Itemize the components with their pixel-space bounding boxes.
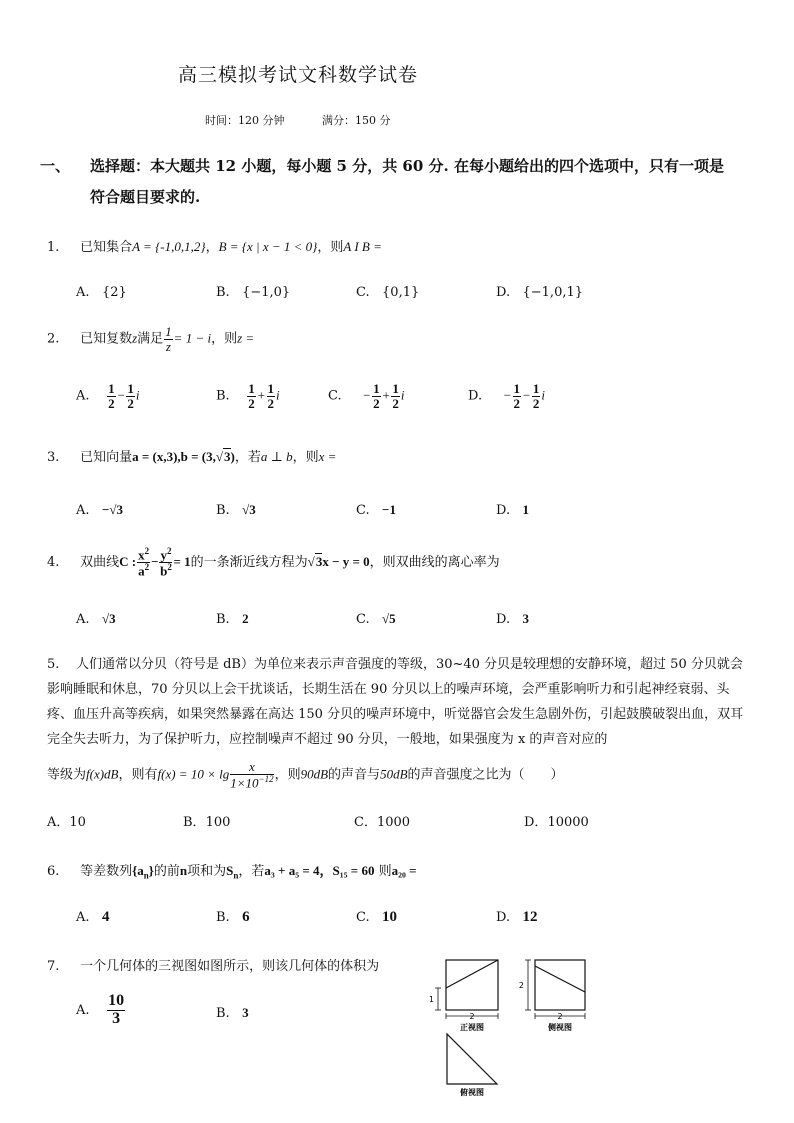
sign: − — [502, 387, 512, 403]
sequence — [132, 863, 154, 881]
question-ask: z = — [237, 330, 255, 346]
radicand: 3 — [224, 449, 231, 464]
numerator-x: x — [138, 547, 145, 563]
question-text: ，则双曲线的离心率为 — [369, 554, 500, 570]
option-c[interactable] — [356, 502, 396, 518]
fraction-numerator: 1 — [248, 381, 255, 396]
question-text: ，则 — [274, 767, 301, 783]
fraction-numerator: 1 — [165, 324, 172, 339]
option-text: {−1,0,1} — [522, 285, 584, 300]
sum-symbol: S — [226, 863, 234, 878]
fraction-denominator: 2 — [373, 395, 380, 411]
top-view-label: 俯视图 — [460, 1088, 484, 1097]
option-text: 6 — [242, 909, 250, 925]
fraction-denominator: 2 — [267, 395, 274, 411]
option-text: 10 — [69, 815, 86, 830]
question-number: 6. — [47, 864, 60, 879]
option-letter: B. — [216, 1006, 230, 1021]
option-d[interactable] — [496, 909, 538, 926]
vector-b: b = (3, — [180, 449, 216, 464]
option-d[interactable] — [496, 611, 529, 627]
dim-side-height: 2 — [518, 981, 524, 990]
operator: + — [256, 387, 266, 403]
question-5 — [47, 652, 753, 752]
option-d[interactable] — [468, 382, 545, 410]
question-number: 3. — [47, 450, 60, 465]
curve-name: C : — [119, 553, 137, 569]
option-text: 3 — [242, 1005, 249, 1020]
fraction-denominator: 3 — [112, 1009, 121, 1027]
option-b[interactable] — [216, 285, 290, 300]
option-c[interactable] — [356, 285, 419, 300]
option-text: −1 — [382, 502, 396, 517]
side-view — [519, 960, 585, 1032]
imag-unit: i — [400, 387, 405, 403]
set-a: A = {-1,0,1,2} — [132, 239, 206, 254]
option-text: {−1,0} — [242, 285, 291, 300]
option-a[interactable] — [76, 285, 127, 300]
variable: z — [132, 330, 138, 346]
option-letter: C. — [356, 285, 370, 300]
radical-sign: √ — [215, 449, 224, 464]
dim-front-height: 1 — [428, 995, 434, 1004]
question-text: 则 — [378, 864, 392, 879]
option-text: √3 — [242, 502, 256, 517]
option-c[interactable] — [328, 382, 404, 410]
fraction-numerator: 1 — [513, 381, 521, 396]
option-text: √5 — [382, 611, 396, 626]
imag-unit: i — [541, 387, 545, 403]
option-text: 10000 — [547, 815, 589, 830]
option-letter: D． — [524, 815, 548, 830]
denominator-b: b — [160, 563, 168, 579]
question-text: 一个几何体的三视图如图所示，则该几何体的体积为 — [80, 959, 380, 974]
question-text: ，则 — [292, 450, 319, 465]
question-3 — [47, 446, 336, 465]
question-ask: A I B = — [343, 239, 382, 254]
perpendicular-condition: a ⊥ b — [260, 449, 293, 464]
db-90: 90dB — [300, 766, 329, 782]
question-number: 2. — [47, 331, 60, 347]
option-c[interactable] — [356, 611, 396, 627]
formula-exponent: −12 — [258, 773, 274, 784]
question-5-formula-line — [47, 760, 564, 790]
imag-unit: i — [276, 387, 280, 403]
operator: − — [116, 387, 126, 403]
question-text: ，则 — [211, 331, 238, 347]
option-b[interactable] — [183, 811, 230, 830]
question-text: 已知向量 — [80, 450, 133, 465]
sign: − — [362, 387, 372, 403]
option-letter: A． — [47, 815, 70, 830]
set-b: B = {x | x − 1 < 0} — [218, 239, 318, 254]
option-a[interactable] — [76, 909, 109, 926]
question-text: 的一条渐近线方程为 — [190, 554, 308, 570]
sequence-open: {a — [132, 863, 144, 878]
level-fx: f(x)dB — [86, 766, 119, 782]
front-view — [429, 960, 498, 1032]
fraction-denominator: 2 — [108, 395, 115, 411]
imag-unit: i — [135, 387, 140, 403]
question-1 — [47, 236, 382, 255]
question-4: 4. 双曲线C : $\frac{x^2}{a^2}$ − $\frac{y^2}{b^2}$ = 1的一条渐近线方程为√3x − y = 0，则双曲线的离心率为 — [47, 546, 500, 579]
condition-1: a₃ + a₅ = 4 — [264, 863, 320, 878]
section-instructions-line2: 符合题目要求的. — [90, 188, 201, 206]
option-b[interactable] — [216, 502, 256, 518]
equation-rhs: = 1 − i — [173, 330, 212, 346]
option-letter: B. — [216, 388, 230, 404]
condition-2: ，S₁₅ = 60 — [319, 863, 375, 878]
question-number: 5. — [47, 657, 60, 672]
option-text: 4 — [101, 909, 110, 925]
radicand: 3 — [315, 553, 323, 569]
question-text: 的前 — [153, 864, 180, 879]
option-b[interactable] — [216, 611, 249, 627]
option-b[interactable] — [216, 1005, 249, 1021]
option-letter: C． — [354, 815, 377, 830]
n-variable: n — [179, 863, 188, 878]
question-text: 双曲线 — [80, 554, 120, 570]
section-number: 一、 — [40, 157, 71, 175]
option-letter: D. — [468, 388, 483, 404]
fraction-denominator: 2 — [127, 395, 134, 411]
fraction-numerator: 1 — [532, 381, 540, 396]
option-text: √3 — [101, 611, 116, 626]
option-text: 1000 — [376, 815, 411, 830]
section-instructions-line1: 选择题：本大题共 12 小题，每小题 5 分，共 60 分. 在每小题给出的四个选项中，只有一项是 — [90, 157, 724, 175]
option-a[interactable] — [76, 502, 123, 518]
question-text: 已知集合 — [80, 240, 133, 255]
option-letter: C. — [356, 910, 370, 925]
exam-score: 满分：150 分 — [322, 114, 391, 127]
question-number: 4. — [47, 554, 60, 570]
sequence-close: } — [148, 863, 154, 878]
option-letter: D. — [496, 612, 511, 627]
option-b[interactable] — [216, 382, 280, 410]
vector-a: a = (x,3), — [132, 449, 181, 464]
option-letter: A. — [76, 1002, 90, 1018]
option-d[interactable] — [496, 285, 583, 300]
option-letter: A. — [76, 388, 90, 404]
radical-sign: √ — [307, 553, 315, 569]
question-text: 项和为 — [187, 864, 227, 879]
sequence-subscript: n — [143, 870, 149, 881]
question-text: ，则有 — [118, 767, 158, 783]
question-text: 的声音强度之比为（ ） — [407, 767, 564, 783]
fraction-numerator: 1 — [127, 381, 134, 396]
question-ask: x = — [318, 449, 337, 464]
fraction-denominator: z — [165, 338, 171, 354]
fraction-numerator: 1 — [373, 381, 380, 396]
question-text: 人们通常以分贝（符号是 dB）为单位来表示声音强度的等级，30~40 分贝是较理想的安静环境，超过 50 分贝就会影响睡眠和休息，70 分贝以上会干扰谈话，长期生活在 90 分贝以上的噪声环境，会严重影响听力和引起神经衰弱、头疼、血压升高等疾病，如果突然暴露在高达 150 分贝的噪声环境中，听觉器官会发生急剧外伤，引起鼓膜破裂出血，双耳完全失去听力，为了保护听力，应控制噪声不超过 90 分贝，一般地，如果强度为 x 的声音对应的 — [47, 657, 744, 747]
operator: + — [381, 387, 391, 403]
three-view-figure — [420, 952, 600, 1102]
option-letter: B. — [216, 910, 230, 925]
option-letter: C. — [356, 503, 370, 518]
fraction-numerator: 1 — [267, 381, 274, 396]
question-text: 满足 — [137, 331, 164, 347]
top-view — [447, 1034, 497, 1097]
formula-denominator: 1×10 — [230, 774, 259, 790]
question-number: 7. — [47, 959, 60, 974]
option-a[interactable] — [47, 811, 86, 830]
formula-numerator: x — [230, 760, 273, 775]
question-ask: a₂₀ = — [391, 863, 417, 878]
sum-subscript: n — [233, 870, 239, 881]
db-50: 50dB — [380, 766, 408, 782]
option-text: {0,1} — [382, 285, 420, 300]
option-letter: A. — [76, 910, 90, 925]
question-7 — [47, 955, 379, 974]
question-number: 1. — [47, 240, 60, 255]
option-text: 12 — [522, 909, 538, 925]
fraction-denominator: 2 — [513, 395, 521, 411]
option-d[interactable] — [524, 811, 589, 830]
option-d[interactable] — [496, 502, 529, 518]
option-c[interactable] — [356, 909, 397, 926]
option-letter: A. — [76, 285, 90, 300]
question-2 — [47, 325, 254, 353]
option-a[interactable] — [76, 611, 116, 627]
equals-one: = 1 — [173, 553, 191, 569]
fraction-numerator: 1 — [108, 381, 115, 396]
option-text: −√3 — [101, 502, 123, 517]
option-letter: C. — [356, 612, 370, 627]
exam-title: 高三模拟考试文科数学试卷 — [178, 64, 419, 86]
asymptote: x − y = 0 — [322, 553, 370, 569]
question-text: ，若 — [234, 450, 261, 465]
operator: − — [522, 387, 531, 403]
option-b[interactable] — [216, 909, 250, 926]
fraction-numerator: 1 — [392, 381, 399, 396]
fraction-numerator: 10 — [108, 992, 125, 1009]
close-paren: ) — [230, 449, 235, 464]
option-letter: B. — [216, 612, 230, 627]
option-letter: C. — [328, 388, 342, 404]
question-text: 已知复数 — [80, 331, 133, 347]
option-c[interactable] — [354, 811, 410, 830]
separator: ， — [205, 240, 219, 255]
option-a[interactable] — [76, 382, 139, 410]
option-letter: D. — [496, 910, 511, 925]
question-text: 等差数列 — [80, 864, 133, 879]
formula-lhs: f(x) = 10 × lg — [157, 766, 230, 782]
option-letter: A. — [76, 612, 90, 627]
option-text: {2} — [101, 285, 127, 300]
dim-side-width: 2 — [557, 1012, 563, 1021]
option-letter: D. — [496, 285, 511, 300]
question-text: ，若 — [238, 864, 265, 879]
option-a[interactable] — [76, 993, 126, 1028]
front-view-label: 正视图 — [460, 1023, 484, 1032]
side-view-label: 侧视图 — [548, 1023, 572, 1032]
option-letter: B． — [183, 815, 206, 830]
fraction-denominator: 2 — [248, 395, 255, 411]
question-text: 等级为 — [47, 767, 87, 783]
exam-time: 时间：120 分钟 — [205, 114, 285, 127]
option-text: 10 — [382, 909, 398, 925]
option-letter: B. — [216, 285, 230, 300]
denominator-a: a — [138, 563, 145, 579]
option-letter: B. — [216, 503, 230, 518]
fraction-denominator: 2 — [392, 395, 399, 411]
option-letter: D. — [496, 503, 511, 518]
option-letter: A. — [76, 503, 90, 518]
question-text: ，则 — [317, 240, 344, 255]
sum-sn — [226, 863, 239, 881]
fraction-denominator: 2 — [532, 395, 540, 411]
question-6 — [47, 860, 417, 881]
option-text: 2 — [242, 611, 249, 626]
numerator-y: y — [160, 547, 167, 563]
option-text: 3 — [522, 611, 529, 626]
question-text: 的声音与 — [328, 767, 381, 783]
option-text: 100 — [205, 815, 231, 830]
option-text: 1 — [522, 502, 529, 517]
dim-front-width: 2 — [469, 1012, 475, 1021]
